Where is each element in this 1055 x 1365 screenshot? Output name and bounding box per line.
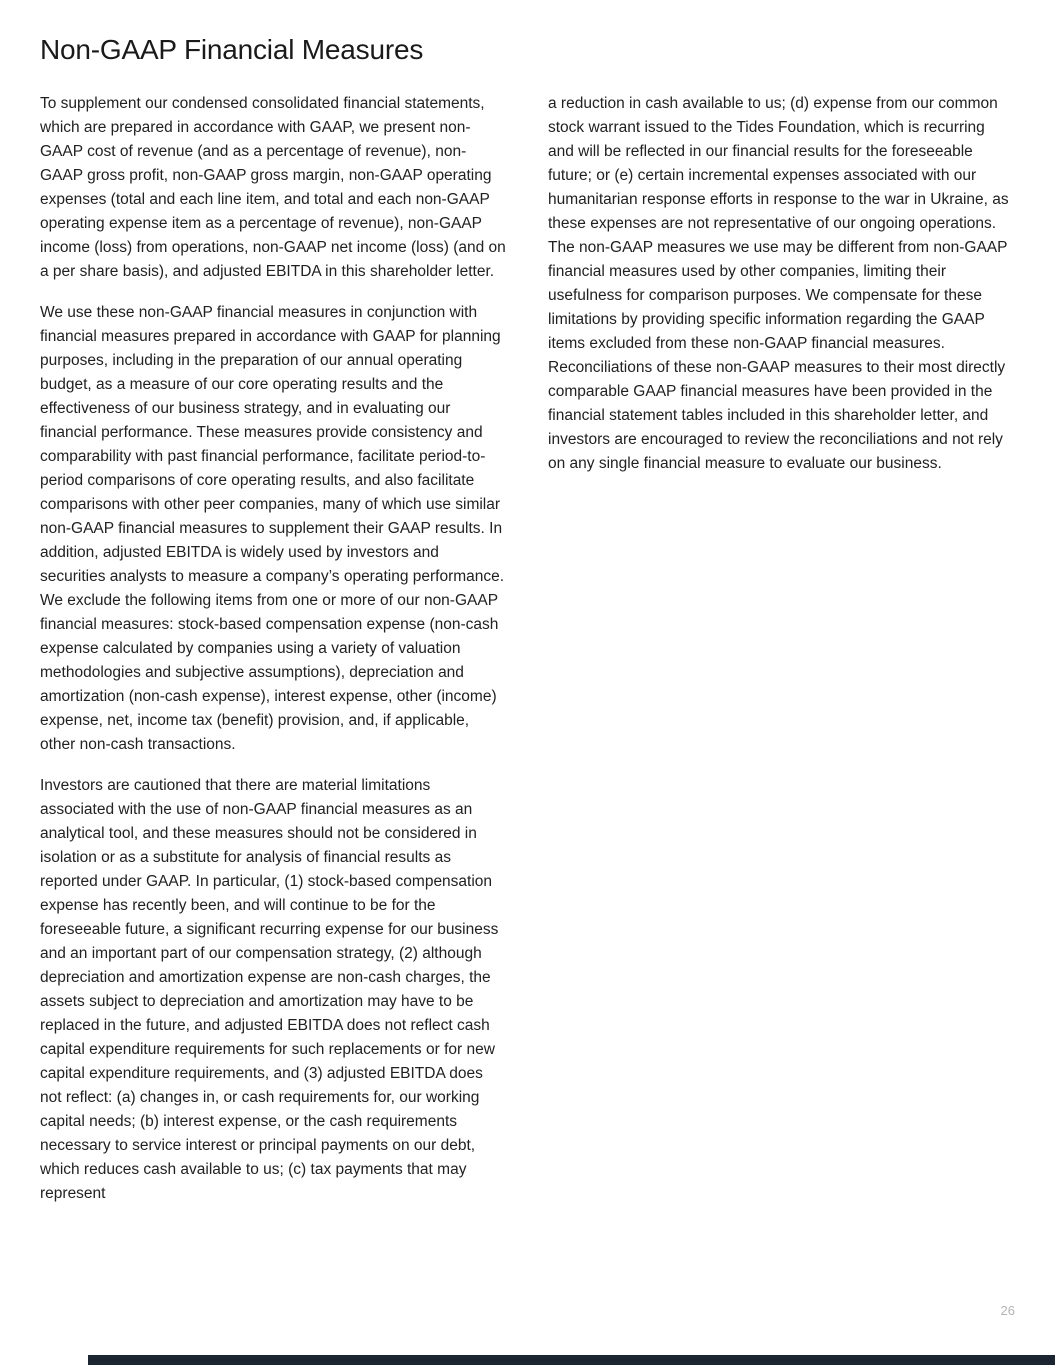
page-content (40, 34, 1015, 1223)
page-title: Non-GAAP Financial Measures (40, 34, 424, 65)
left-column (40, 92, 507, 1223)
two-column-layout (40, 92, 1015, 1223)
page-number: 26 (1000, 1303, 1015, 1318)
right-column (548, 92, 1013, 493)
paragraph: a reduction in cash available to us; (d) expense from our common stock warrant issued to the Tides Foundation, which is recurring and will be reflected in our financial results for the foreseeable future; or (e) certain incremental expenses associated with our humanitarian response efforts in response to the war in Ukraine, as these expenses are not representative of our ongoing operations. The non-GAAP measures we use may be different from non-GAAP financial measures used by other companies, limiting their usefulness for comparison purposes. We compensate for these limitations by providing specific information regarding the GAAP items excluded from these non-GAAP financial measures. Reconciliations of these non-GAAP measures to their most directly comparable GAAP financial measures have been provided in the financial statement tables included in this shareholder letter, and investors are encouraged to review the reconciliations and not rely on any single financial measure to evaluate our business. (548, 95, 1009, 472)
paragraph: Investors are cautioned that there are material limitations associated with the use of non-GAAP financial measures as an analytical tool, and these measures should not be considered in isolation or as a substitute for analysis of financial results as reported under GAAP. In particular, (1) stock-based compensation expense has recently been, and will continue to be for the foreseeable future, a significant recurring expense for our business and an important part of our compensation strategy, (2) although depreciation and amortization expense are non-cash charges, the assets subject to depreciation and amortization may have to be replaced in the future, and adjusted EBITDA does not reflect cash capital expenditure requirements for such replacements or for new capital expenditure requirements, and (3) adjusted EBITDA does not reflect: (a) changes in, or cash requirements for, our working capital needs; (b) interest expense, or the cash requirements necessary to service interest or principal payments on our debt, which reduces cash available to us; (c) tax payments that may represent (40, 777, 499, 1202)
paragraph: We use these non-GAAP financial measures in conjunction with financial measures prepared in accordance with GAAP for planning purposes, including in the preparation of our annual operating budget, as a measure of our core operating results and the effectiveness of our business strategy, and in evaluating our financial performance. These measures provide consistency and comparability with past financial performance, facilitate period-to-period comparisons of core operating results, and also facilitate comparisons with other peer companies, many of which use similar non-GAAP financial measures to supplement their GAAP results. In addition, adjusted EBITDA is widely used by investors and securities analysts to measure a company’s operating performance. We exclude the following items from one or more of our non-GAAP financial measures: stock-based compensation expense (non-cash expense calculated by companies using a variety of valuation methodologies and subjective assumptions), depreciation and amortization (non-cash expense), interest expense, other (income) expense, net, income tax (benefit) provision, and, if applicable, other non-cash transactions. (40, 304, 505, 753)
footer-accent-bar (88, 1355, 1055, 1365)
paragraph: To supplement our condensed consolidated financial statements, which are prepared in accordance with GAAP, we present non-GAAP cost of revenue (and as a percentage of revenue), non-GAAP gross profit, non-GAAP gross margin, non-GAAP operating expenses (total and each line item, and total and each non-GAAP operating expense item as a percentage of revenue), non-GAAP income (loss) from operations, non-GAAP net income (loss) (and on a per share basis), and adjusted EBITDA in this shareholder letter. (40, 95, 506, 280)
